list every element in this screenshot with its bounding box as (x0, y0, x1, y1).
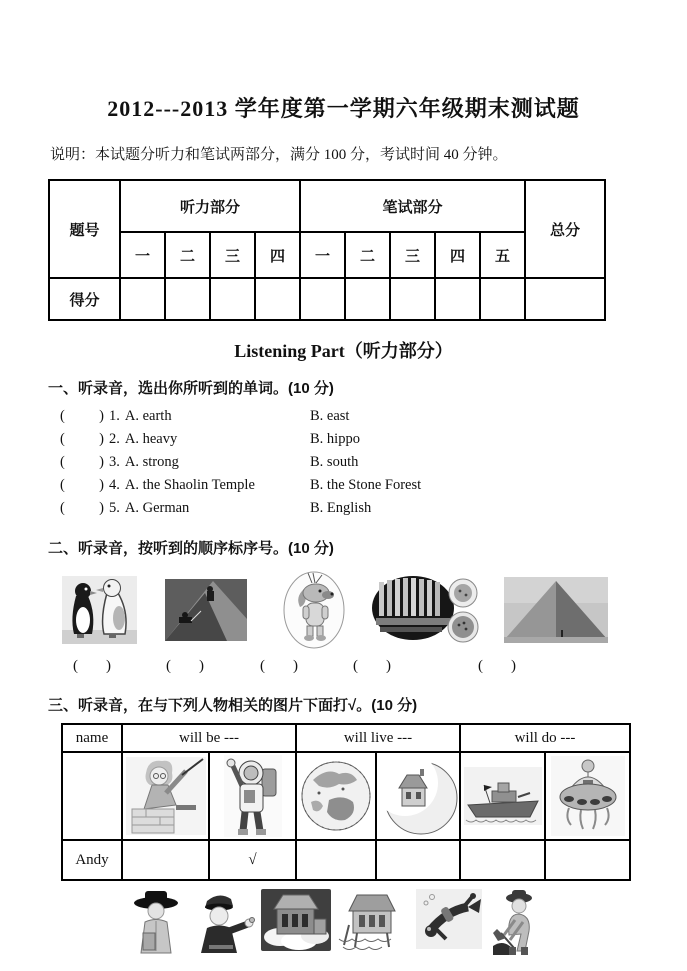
question-number: 4. (109, 477, 120, 493)
section3-table (61, 723, 631, 881)
option-a: A. German (124, 500, 190, 516)
col-header-will-do: will do --- (460, 724, 630, 752)
cell-empty (376, 840, 460, 880)
option-b: B. hippo (310, 431, 360, 447)
score-col: 三 (210, 232, 255, 278)
score-col: 五 (480, 232, 525, 278)
section2-image-row (48, 570, 639, 650)
col-header-will-be: will be --- (122, 724, 296, 752)
bottom-image-row (48, 889, 639, 955)
question-number: 5. (109, 500, 120, 516)
cell-empty (122, 840, 209, 880)
question-row (48, 454, 639, 477)
score-cell-empty (480, 278, 525, 320)
score-col: 二 (345, 232, 390, 278)
score-cell-empty (435, 278, 480, 320)
cowboy-image (131, 889, 181, 955)
option-a: A. earth (124, 408, 172, 424)
col-header-will-live: will live --- (296, 724, 460, 752)
chopsticks-and-dishes-image (371, 574, 479, 646)
teacher-image (122, 752, 209, 840)
exam-instructions: 说明：本试题分听力和笔试两部分，满分 100 分，考试时间 40 分钟。 (50, 147, 508, 163)
section2-title: 二、听录音，按听到的顺序标序号。(10 分) (48, 540, 334, 557)
ufo-spaceship-image (545, 752, 630, 840)
question-number: 3. (109, 454, 120, 470)
option-a: A. strong (124, 454, 179, 470)
score-cell-empty (390, 278, 435, 320)
score-cell-empty (165, 278, 210, 320)
earth-globe-image (296, 752, 376, 840)
house-on-water-image (337, 889, 407, 953)
score-cell-empty (525, 278, 605, 320)
question-row (48, 408, 639, 431)
answer-blank: ( ) (60, 500, 104, 516)
answer-blank: ( ) (60, 477, 104, 493)
question-row (48, 477, 639, 500)
astronaut-image (209, 752, 296, 840)
row-name: Andy (62, 840, 122, 880)
score-col: 二 (165, 232, 210, 278)
page-title: 2012---2013 学年度第一学期六年级期末测试题 (107, 96, 580, 121)
policeman-image (191, 889, 255, 953)
listening-part-heading: Listening Part（听力部分） (234, 341, 453, 361)
answer-blank: ( ) (353, 658, 391, 674)
score-cell-empty (210, 278, 255, 320)
question-number: 2. (109, 431, 120, 447)
score-table-listening-header: 听力部分 (120, 180, 300, 232)
climbers-on-mountain-image (165, 579, 247, 641)
score-table-written-header: 笔试部分 (300, 180, 525, 232)
cell-empty (460, 840, 545, 880)
cell-empty (62, 752, 122, 840)
col-header-name: name (62, 724, 122, 752)
score-cell-empty (345, 278, 390, 320)
check-mark-cell: √ (209, 840, 296, 880)
question-row (48, 431, 639, 454)
option-a: A. the Shaolin Temple (124, 477, 255, 493)
ship-image (460, 752, 545, 840)
answer-blank: ( ) (73, 658, 111, 674)
option-b: B. east (310, 408, 350, 424)
section3-title: 三、听录音，在与下列人物相关的图片下面打√。(10 分) (48, 697, 418, 714)
cell-empty (545, 840, 630, 880)
score-col: 三 (390, 232, 435, 278)
score-table-total-header: 总分 (525, 180, 605, 278)
house-on-cloud-image (261, 889, 331, 951)
score-table-corner: 题号 (49, 180, 120, 278)
score-table (48, 179, 606, 321)
score-col: 四 (255, 232, 300, 278)
answer-blank: ( ) (478, 658, 516, 674)
farmer-digging-image (493, 889, 547, 955)
answer-blank: ( ) (60, 454, 104, 470)
answer-blank: ( ) (60, 408, 104, 424)
answer-blank: ( ) (166, 658, 204, 674)
pyramid-image (504, 577, 608, 643)
option-a: A. heavy (124, 431, 178, 447)
cartoon-animal-image (282, 570, 346, 650)
score-cell-empty (300, 278, 345, 320)
question-number: 1. (109, 408, 120, 424)
score-cell-empty (120, 278, 165, 320)
option-b: B. the Stone Forest (310, 477, 422, 493)
section1-questions (48, 408, 639, 523)
cell-empty (296, 840, 376, 880)
score-col: 一 (300, 232, 345, 278)
answer-blank: ( ) (60, 431, 104, 447)
score-cell-empty (255, 278, 300, 320)
section1-title: 一、听录音，选出你所听到的单词。(10 分) (48, 380, 334, 397)
score-col: 一 (120, 232, 165, 278)
section2-answer-blanks (48, 658, 639, 680)
penguins-image (62, 576, 137, 644)
house-on-moon-image (376, 752, 460, 840)
scuba-diver-image (416, 889, 482, 949)
score-row-header: 得分 (49, 278, 120, 320)
score-col: 四 (435, 232, 480, 278)
option-b: B. English (310, 500, 372, 516)
question-row (48, 500, 639, 523)
answer-blank: ( ) (260, 658, 298, 674)
option-b: B. south (310, 454, 359, 470)
